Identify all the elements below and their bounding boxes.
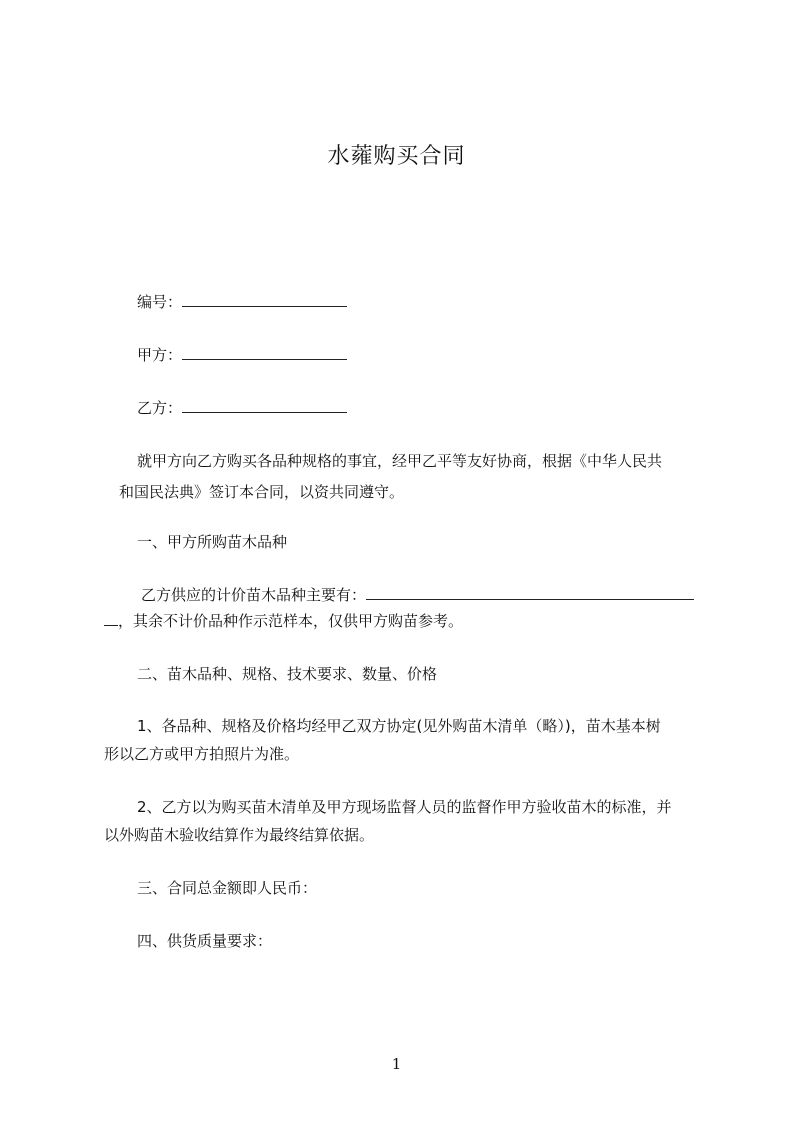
- blank-line: [366, 585, 694, 600]
- blank-line: [182, 292, 347, 307]
- field-party-a: [137, 345, 347, 365]
- section2-item2-line-2: 以外购苗木验收结算作为最终结算依据。: [104, 826, 375, 844]
- section1-line-2: [104, 611, 463, 631]
- field-party-b: [137, 398, 347, 418]
- section1-suffix: ，其余不计价品种作示范样本，仅供甲方购苗参考。: [118, 612, 464, 630]
- section-heading-2: 二、苗木品种、规格、技术要求、数量、价格: [137, 665, 438, 683]
- document-title: 水蕹购买合同: [327, 144, 466, 169]
- field-label: 编号：: [137, 293, 183, 311]
- field-label: 乙方：: [137, 399, 183, 417]
- section2-item2-line-1: 2、乙方以为购买苗木清单及甲方现场监督人员的监督作甲方验收苗木的标准，并: [137, 798, 672, 816]
- intro-line-2: 和国民法典》签订本合同，以资共同遵守。: [119, 483, 405, 501]
- blank-line: [104, 611, 118, 626]
- section-heading-4: 四、供货质量要求：: [137, 932, 273, 950]
- field-contract-number: [137, 292, 347, 312]
- field-label: 甲方：: [137, 346, 183, 364]
- blank-line: [182, 345, 347, 360]
- section-heading-1: 一、甲方所购苗木品种: [137, 533, 288, 551]
- blank-line: [182, 398, 347, 413]
- section-heading-3: 三、合同总金额即人民币：: [137, 879, 318, 897]
- section2-item1-line-1: 1、各品种、规格及价格均经甲乙双方协定(见外购苗木清单（略）)，苗木基本树: [137, 717, 661, 735]
- section1-prefix: 乙方供应的计价苗木品种主要有：: [141, 586, 367, 604]
- section2-item1-line-2: 形以乙方或甲方拍照片为准。: [104, 745, 300, 763]
- page-number: 1: [391, 1055, 402, 1073]
- section1-line-1: [141, 585, 694, 605]
- intro-line-1: 就甲方向乙方购买各品种规格的事宜，经甲乙平等友好协商，根据《中华人民共: [137, 452, 663, 470]
